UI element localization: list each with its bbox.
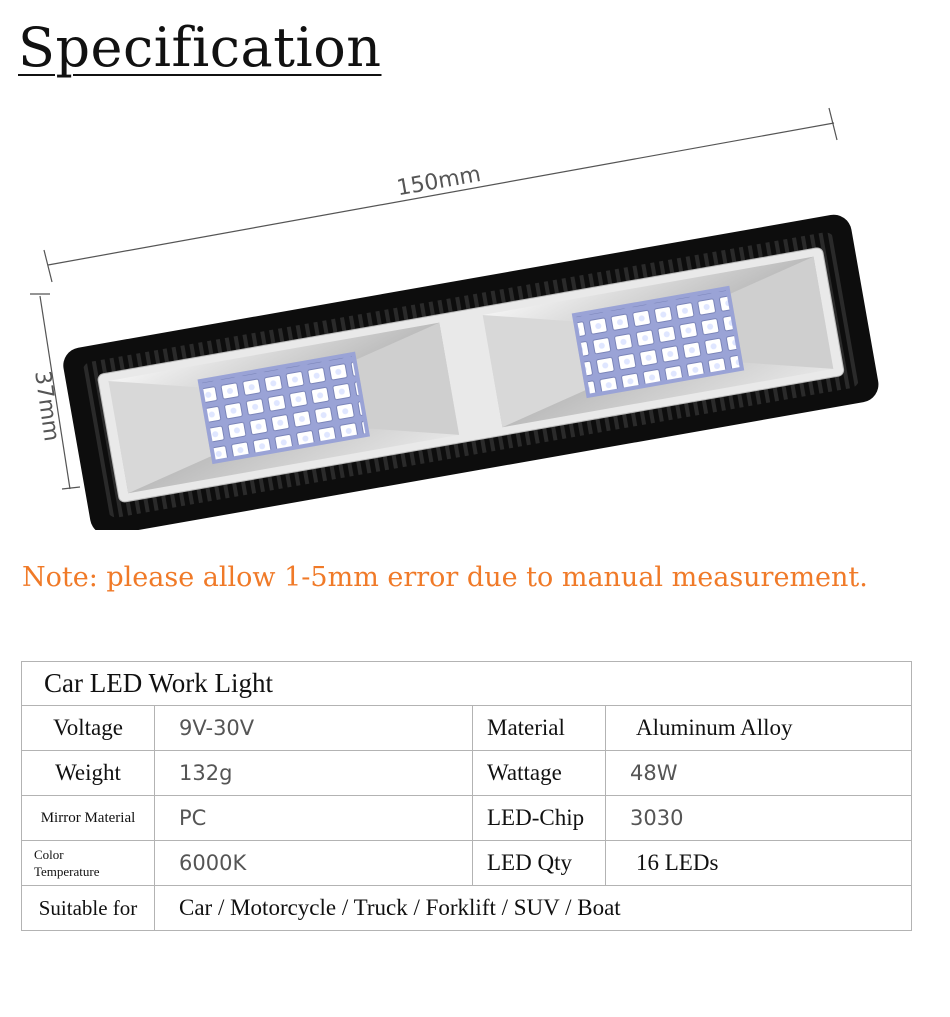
suitable-for-value: Car / Motorcycle / Truck / Forklift / SUV / Boat (155, 886, 912, 931)
width-label: 150mm (394, 161, 483, 202)
led-qty-value: 16 LEDs (606, 841, 912, 886)
color-temperature-value: 6000K (155, 841, 473, 886)
measurement-note: Note: please allow 1-5mm error due to manual measurement. (22, 562, 868, 593)
weight-label: Weight (22, 751, 155, 796)
wattage-value: 48W (606, 751, 912, 796)
wattage-label: Wattage (473, 751, 606, 796)
mirror-material-label: Mirror Material (22, 796, 155, 841)
color-temperature-label (22, 841, 155, 886)
led-light-bar (60, 212, 881, 530)
led-chip-label: LED-Chip (473, 796, 606, 841)
voltage-value: 9V-30V (155, 706, 473, 751)
table-row (22, 796, 912, 841)
led-chip-value: 3030 (606, 796, 912, 841)
material-label: Material (473, 706, 606, 751)
height-label: 37mm (29, 369, 64, 443)
suitable-for-label: Suitable for (22, 886, 155, 931)
color-temperature-label-line2: Temperature (34, 864, 100, 879)
led-qty-label: LED Qty (473, 841, 606, 886)
product-dimension-drawing (0, 100, 950, 530)
table-row (22, 706, 912, 751)
table-header-row (22, 662, 912, 706)
table-row (22, 751, 912, 796)
color-temperature-label-line1: Color (34, 847, 64, 862)
table-row (22, 886, 912, 931)
table-row (22, 841, 912, 886)
voltage-label: Voltage (22, 706, 155, 751)
mirror-material-value: PC (155, 796, 473, 841)
table-header: Car LED Work Light (22, 662, 912, 706)
material-value: Aluminum Alloy (606, 706, 912, 751)
page-title: Specification (18, 16, 382, 79)
spec-table (21, 661, 912, 931)
weight-value: 132g (155, 751, 473, 796)
